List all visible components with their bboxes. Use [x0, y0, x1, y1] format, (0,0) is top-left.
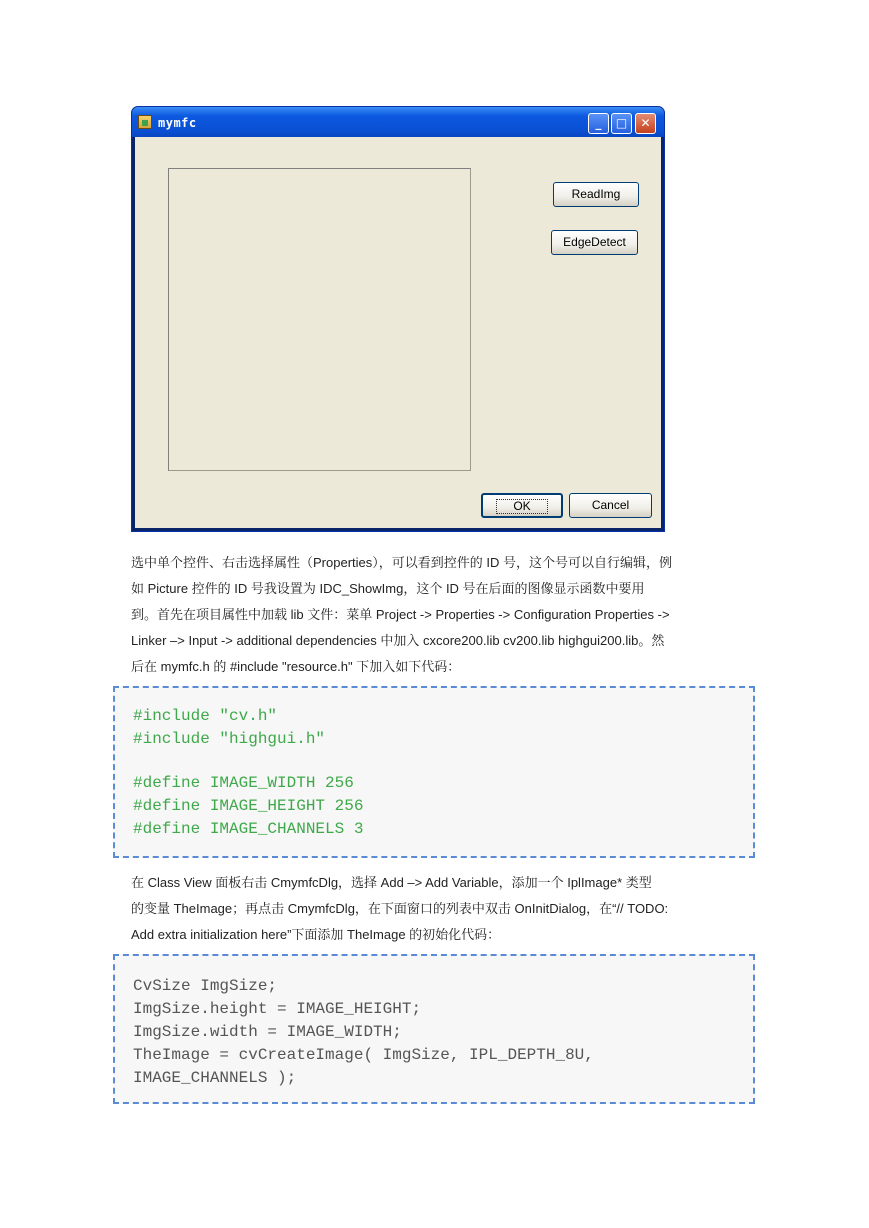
- code-line: #include "highgui.h": [133, 730, 326, 748]
- maximize-icon: □: [615, 116, 628, 130]
- ok-button-label: OK: [496, 499, 547, 514]
- dialog-title: mymfc: [158, 116, 197, 130]
- paragraph-line: 如 Picture 控件的 ID 号我设置为 IDC_ShowImg，这个 ID 号在后面的图像显示函数中要用: [131, 581, 645, 596]
- close-button[interactable]: [635, 113, 656, 134]
- paragraph-line: Linker –> Input -> additional dependencies 中加入 cxcore200.lib cv200.lib highgui200.lib。然: [131, 633, 665, 648]
- paragraph-line: 后在 mymfc.h 的 #include "resource.h" 下加入如下代码：: [131, 659, 461, 674]
- paragraph-class-view: [131, 870, 741, 948]
- ok-button[interactable]: [481, 493, 563, 518]
- minimize-button[interactable]: [588, 113, 609, 134]
- dialog-client-area: [135, 137, 661, 528]
- maximize-button[interactable]: [611, 113, 632, 134]
- mfc-dialog-window: [131, 106, 665, 532]
- paragraph-line: Add extra initialization here”下面添加 TheImage 的初始化代码：: [131, 927, 501, 942]
- code-line: TheImage = cvCreateImage( ImgSize, IPL_DEPTH_8U,: [133, 1046, 594, 1064]
- cancel-button[interactable]: Cancel: [569, 493, 652, 518]
- paragraph-properties: [131, 550, 741, 680]
- code-line: #include "cv.h": [133, 707, 278, 725]
- code-line: #define IMAGE_HEIGHT 256: [133, 797, 364, 815]
- code-line: #define IMAGE_WIDTH 256: [133, 774, 354, 792]
- minimize-icon: _: [595, 116, 602, 130]
- code-line: IMAGE_CHANNELS );: [133, 1069, 297, 1087]
- code-line: ImgSize.height = IMAGE_HEIGHT;: [133, 1000, 422, 1018]
- paragraph-line: 在 Class View 面板右击 CmymfcDlg，选择 Add –> Add Variable，添加一个 IplImage* 类型: [131, 875, 652, 890]
- app-icon: [138, 115, 152, 129]
- paragraph-line: 选中单个控件、右击选择属性（Properties），可以看到控件的 ID 号，这个号可以自行编辑，例: [131, 555, 672, 570]
- code-block-includes: [113, 686, 755, 858]
- picture-control: [168, 168, 471, 471]
- paragraph-line: 到。首先在项目属性中加载 lib 文件：菜单 Project -> Properties -> Configuration Properties ->: [131, 607, 670, 622]
- code-line: CvSize ImgSize;: [133, 977, 278, 995]
- code-line: ImgSize.width = IMAGE_WIDTH;: [133, 1023, 402, 1041]
- paragraph-line: 的变量 TheImage；再点击 CmymfcDlg，在下面窗口的列表中双击 OnInitDialog，在“// TODO:: [131, 901, 669, 916]
- code-line: #define IMAGE_CHANNELS 3: [133, 820, 364, 838]
- code-blank-line: [133, 751, 753, 772]
- readimg-button[interactable]: ReadImg: [553, 182, 639, 207]
- close-icon: ✕: [640, 116, 651, 130]
- dialog-titlebar[interactable]: [132, 107, 664, 137]
- edgedetect-button[interactable]: EdgeDetect: [551, 230, 638, 255]
- code-block-init: [113, 954, 755, 1104]
